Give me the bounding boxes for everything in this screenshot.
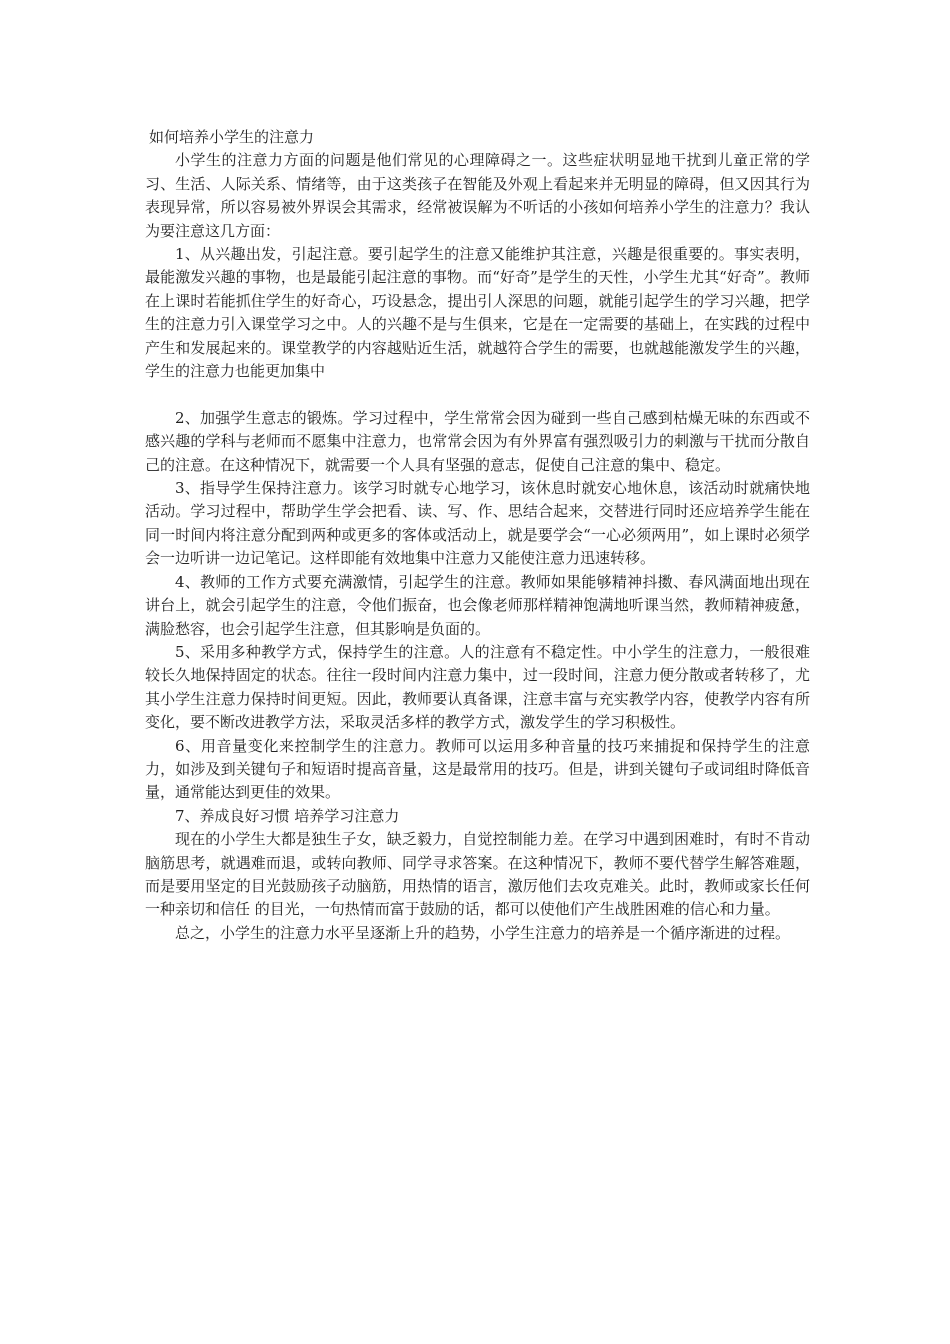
paragraph-gap xyxy=(145,383,810,406)
point-paragraph-4: 4、教师的工作方式要充满激情，引起学生的注意。教师如果能够精神抖擞、春风满面地出现在讲台上，就会引起学生的注意，令他们振奋，也会像老师那样精神饱满地听课当然，教师精神疲惫，满脸愁容，也会引起学生注意，但其影响是负面的。 xyxy=(145,572,810,638)
point-paragraph-7: 现在的小学生大都是独生子女，缺乏毅力，自觉控制能力差。在学习中遇到困难时，有时不肯动脑筋思考，就遇难而退，或转向教师、同学寻求答案。在这种情况下，教师不要代替学生解答难题，而是要用坚定的目光鼓励孩子动脑筋，用热情的语言，激厉他们去攻克难关。此时，教师或家长任何一种亲切和信任 的目光，一句热情而富于鼓励的话，都可以使他们产生战胜困难的信心和力量。 xyxy=(145,830,810,919)
point-paragraph-3: 3、指导学生保持注意力。该学习时就专心地学习，该休息时就安心地休息，该活动时就痛快地活动。学习过程中，帮助学生学会把看、读、写、作、思结合起来，交替进行同时还应培养学生能在同一时间内将注意分配到两种或更多的客体或活动上，就是要学会“一心必须两用”，如上课时必须学会一边听讲一边记笔记。这样即能有效地集中注意力又能使注意力迅速转移。 xyxy=(145,479,810,568)
point-paragraph-2: 2、加强学生意志的锻炼。学习过程中，学生常常会因为碰到一些自己感到枯燥无味的东西或不感兴趣的学科与老师而不愿集中注意力，也常常会因为有外界富有强烈吸引力的刺激与干扰而分散自己的注意。在这种情况下，就需要一个人具有坚强的意志，促使自己注意的集中、稳定。 xyxy=(145,408,810,474)
conclusion-paragraph: 总之，小学生的注意力水平呈逐渐上升的趋势，小学生注意力的培养是一个循序渐进的过程。 xyxy=(175,923,791,942)
point-paragraph-1: 1、从兴趣出发，引起注意。要引起学生的注意又能维护其注意，兴趣是很重要的。事实表明，最能激发兴趣的事物，也是最能引起注意的事物。而“好奇”是学生的天性，小学生尤其“好奇”。教师在上课时若能抓住学生的好奇心，巧设悬念，提出引人深思的问题，就能引起学生的学习兴趣，把学生的注意力引入课堂学习之中。人的兴趣不是与生俱来，它是在一定需要的基础上，在实践的过程中产生和发展起来的。课堂教学的内容越贴近生活，就越符合学生的需要，也就越能激发学生的兴趣，学生的注意力也能更加集中 xyxy=(145,245,810,381)
document-body xyxy=(145,126,810,945)
point-heading-7: 7、养成良好习惯 培养学习注意力 xyxy=(175,806,400,825)
point-paragraph-6: 6、用音量变化来控制学生的注意力。教师可以运用多种音量的技巧来捕捉和保持学生的注意力，如涉及到关键句子和短语时提高音量，这是最常用的技巧。但是，讲到关键句子或词组时降低音量，通常能达到更佳的效果。 xyxy=(145,736,810,802)
point-paragraph-5: 5、采用多种教学方式，保持学生的注意。人的注意有不稳定性。中小学生的注意力，一般很难较长久地保持固定的状态。往往一段时间内注意力集中，过一段时间，注意力便分散或者转移了，尤其小学生注意力保持时间更短。因此，教师要认真备课，注意丰富与充实教学内容，使教学内容有所变化，要不断改进教学方法，采取灵活多样的教学方式，激发学生的学习积极性。 xyxy=(145,642,810,732)
document-title: 如何培养小学生的注意力 xyxy=(149,128,315,146)
intro-paragraph: 小学生的注意力方面的问题是他们常见的心理障碍之一。这些症状明显地干扰到儿童正常的学习、生活、人际关系、情绪等，由于这类孩子在智能及外观上看起来并无明显的障碍，但又因其行为表现异常，所以容易被外界误会其需求，经常被误解为不听话的小孩如何培养小学生的注意力？我认为要注意这几方面： xyxy=(145,151,810,240)
